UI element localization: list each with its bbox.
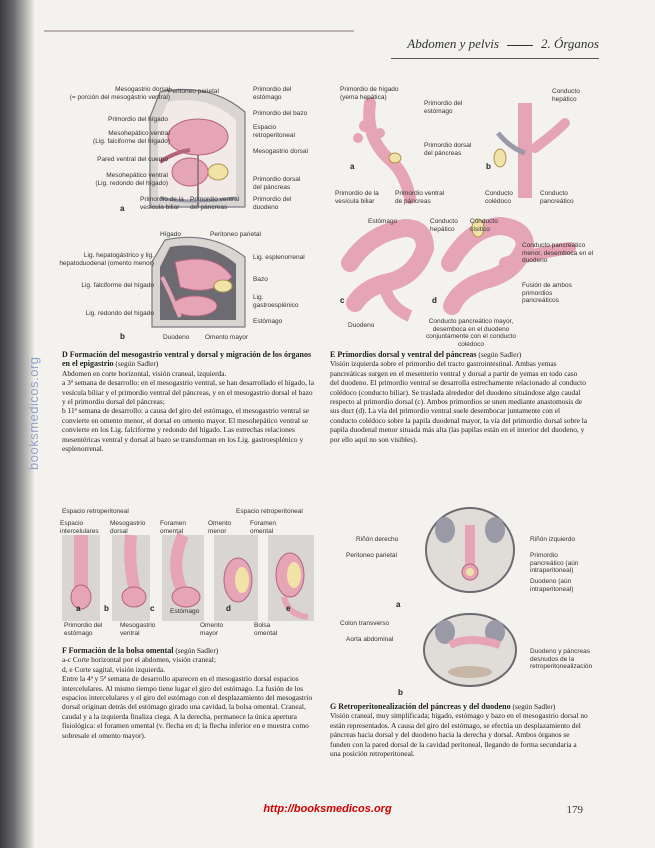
- label-d-14: Primordio dorsal del páncreas: [253, 176, 301, 191]
- figure-f-line1: a-c Corte horizontal por el abdomen, visión craneal;: [62, 655, 216, 665]
- label-f-5: Foramen omental: [160, 520, 187, 535]
- label-db-9: Estómago: [253, 318, 283, 325]
- figure-f-body: Entre la 4ª y 5ª semana de desarrollo aparecen en el mesogastrio dorsal espacios intercelulares. Al mismo tiempo tiene lugar el giro del estómago. La fusión de los espacios intercelulares y el giro del estómago con el desplazamiento del mesogastrio dorsal originan detrás del estómago girado una cavidad, la bolsa omental. Craneal, caudal y a la izquierda finaliza ciega. A la derecha, permanece la única apertura fisiológica: el foramen omental (v. flecha en d; la flecha inferior en e muestra como sobresale el omento mayor).: [62, 674, 313, 740]
- label-e-9: Estómago: [368, 218, 398, 225]
- label-g-2: Peritoneo parietal: [346, 552, 397, 559]
- figure-g-title-src: (según Sadler): [512, 702, 556, 711]
- label-f-9: Primordio del estómago: [64, 622, 103, 637]
- label-f-11: Omento mayor: [200, 622, 224, 637]
- label-e-13: Fusión de ambos primordios pancreáticos: [522, 282, 572, 304]
- label-g-3: Riñón izquierdo: [530, 536, 576, 543]
- figure-g-body: Visión craneal, muy simplificada; hígado, estómago y bazo en el mesogastrio dorsal no están representados. A causa del giro del estómago, se efectúa un desplazamiento del páncreas hacia dorsal y del duodeno hacia la derecha y dorsal. Ambos órganos se funden con la pared dorsal de la cavidad peritoneal, llegando de forma secundaria a una posición retroperitoneal.: [330, 711, 588, 759]
- label-d-8: (Lig. redondo del hígado): [95, 180, 168, 187]
- header-underline: [391, 58, 599, 59]
- figure-e-c-drawing: [350, 228, 425, 316]
- figure-g-illustration: [415, 500, 525, 700]
- figure-f-caption: [62, 646, 318, 740]
- header-rule: [44, 30, 354, 32]
- figure-e-a-drawing: [353, 103, 410, 198]
- figure-d-letter-b: b: [120, 332, 125, 341]
- label-e-10: Conducto hepático: [430, 218, 458, 233]
- label-db-7: Bazo: [253, 276, 268, 283]
- label-g-1: Riñón derecho: [356, 536, 399, 543]
- label-d-17: Primordio ventral del páncreas: [190, 196, 240, 211]
- figure-e-letter-d: d: [432, 296, 437, 305]
- label-e-8: Conducto pancreático: [540, 190, 574, 205]
- label-d-13: Mesogastrio dorsal: [253, 148, 308, 155]
- figure-e-b-drawing: [494, 103, 565, 198]
- figure-g-b-drawing: [424, 614, 516, 686]
- figure-f-title: F Formación de la bolsa omental: [62, 646, 174, 655]
- label-e-7: Conducto colédoco: [485, 190, 513, 205]
- label-f-12: Bolsa omental: [254, 622, 278, 637]
- label-f-6: Omento menor: [208, 520, 232, 535]
- header-separator: [507, 45, 533, 46]
- label-e-6: Conducto hepático: [552, 88, 580, 103]
- figure-f-letter-a: a: [76, 604, 81, 613]
- label-g-7: Aorta abdominal: [346, 636, 394, 643]
- watermark: booksmedicos.org: [26, 356, 41, 470]
- label-f-10: Mesogastrio ventral: [120, 622, 156, 637]
- figure-d-letter-a: a: [120, 204, 125, 213]
- label-d-1: Mesogastrio dorsal: [115, 86, 170, 93]
- label-e-4: Primordio de la vesícula biliar: [335, 190, 379, 205]
- label-d-3: Primordio del hígado: [108, 116, 168, 123]
- figure-e-title-src: (según Sadler): [478, 350, 522, 359]
- label-db-11: Omento mayor: [205, 334, 248, 341]
- page-number: 179: [566, 804, 583, 816]
- figure-g-a-drawing: [426, 508, 514, 592]
- figure-d-item-b: b 11ª semana de desarrollo: a causa del giro del estómago, el mesogastrio ventral se convierte en omento menor, el dorsal en omento mayor. El mesohepático ventral se convierte en los Lig. falciforme y redondo del hígado. Las estrechas relaciones mesentéricas ventral y dorsal al bazo se transforman en los Lig. gastroesplénico y esplenorrenal.: [62, 406, 310, 454]
- figure-e-letter-b: b: [486, 162, 491, 171]
- label-f-3: Espacio intercelulares: [60, 520, 99, 535]
- label-e-15: Conducto pancreático mayor, desemboca en el duodeno conjuntamente con el conducto colédoco: [426, 318, 516, 348]
- label-e-2: Primordio del estómago: [424, 100, 463, 115]
- label-d-10: Primordio del estómago: [253, 86, 292, 101]
- figure-g-letter-a: a: [396, 600, 401, 609]
- label-g-5: Duodeno (aún intraperitoneal): [530, 578, 574, 593]
- header-chapter: 2. Órganos: [540, 36, 599, 51]
- label-db-1: Hígado: [160, 231, 181, 238]
- figure-d-b-drawing: [152, 237, 245, 327]
- label-f-8: Estómago: [170, 608, 200, 615]
- label-e-11: Conducto císitico: [470, 218, 498, 233]
- label-e-12: Conducto pancreático menor, desemboca en el duodeno: [522, 242, 594, 264]
- label-d-2: (= porción del mesogástrio ventral): [69, 94, 170, 101]
- label-db-3: Lig. hepatogástrico y lig. hepatoduodenal (omento menor): [59, 252, 154, 267]
- figure-d-item-a: a 3ª semana de desarrollo: en el mesogastrio ventral, se han desarrollado el hígado, la vesícula biliar y el primordio ventral del páncreas, y en el mesogastrio dorsal el bazo y el primordio dorsal del páncreas;: [62, 378, 314, 407]
- label-d-9: Peritoneo parietal: [168, 88, 219, 95]
- running-header: [407, 36, 599, 52]
- figure-e-title: E Primordios dorsal y ventral del páncreas: [330, 350, 477, 359]
- figure-f-letter-b: b: [104, 604, 109, 613]
- label-e-3: Primordio dorsal del páncreas: [424, 142, 472, 157]
- label-d-4: Mesohepático ventral: [108, 130, 170, 137]
- label-db-2: Peritoneo parietal: [210, 231, 261, 238]
- label-f-4: Mesogastrio dorsal: [110, 520, 146, 535]
- figure-f-letter-c: c: [150, 604, 155, 613]
- figure-f-letter-d: d: [226, 604, 231, 613]
- figure-f-letter-e: e: [286, 604, 291, 613]
- label-db-10: Duodeno: [163, 334, 190, 341]
- figure-e-caption: [330, 350, 588, 444]
- figure-e-letter-c: c: [340, 296, 345, 305]
- footer-url-link[interactable]: http://booksmedicos.org: [263, 803, 392, 815]
- label-d-16: Primordio de la vesícula biliar: [140, 196, 184, 211]
- figure-f-title-src: (según Sadler): [175, 646, 219, 655]
- figure-e-illustration: [330, 78, 600, 346]
- figure-d-title: D Formación del mesogastrio ventral y dorsal y migración de los órganos en el epigastrio: [62, 350, 312, 369]
- figure-e-body: Visión izquierda sobre el primordio del tracto gastrointestinal. Ambas yemas pancreáticas surgen en el mesenterio ventral y dorsal a partir de yemas en todo caso del duodeno. El primordio ventral se desarrolla estrechamente relacionado al conducto colédoco (conducto biliar). Se traslada alrededor del duodeno situándose algo caudal respecto al primordio dorsal (c). Ambos primordios se unen mediante anastomosis de sus duct (d). La vía del primordio ventral suele desembocar juntamente con el conducto colédoco sobre la papila duodenal mayor, la vía del primordio dorsal sobre la papila duodenal menor situada más alta (las papilas están en el interior del duodeno, y por ello aquí no son visibles).: [330, 359, 588, 444]
- label-db-5: Lig. redondo del hígado: [85, 310, 154, 317]
- label-d-11: Primordio del bazo: [253, 110, 308, 117]
- label-db-6: Lig. esplenorrenal: [253, 254, 305, 261]
- figure-g-title: G Retroperitonealización del páncreas y del duodeno: [330, 702, 511, 711]
- figure-e-letter-a: a: [350, 162, 355, 171]
- label-d-7: Mesohepático ventral: [106, 172, 168, 179]
- label-e-5: Primordio ventral de páncreas: [395, 190, 445, 205]
- header-section: Abdomen y pelvis: [407, 36, 499, 51]
- figure-d-intro: Abdomen en corte horizontal, visión craneal, izquierda.: [62, 368, 227, 378]
- figure-g-caption: [330, 702, 588, 758]
- label-db-4: Lig. falciforme del hígado: [81, 282, 154, 289]
- label-g-6: Colon transverso: [340, 620, 390, 627]
- label-d-12: Espacio retroperitoneal: [253, 124, 295, 139]
- figure-d-a-drawing: [150, 90, 245, 208]
- label-f-7: Foramen omental: [250, 520, 277, 535]
- label-g-8: Duodeno y páncreas desnudos de la retroperitonealización: [530, 648, 593, 670]
- label-e-14: Duodeno: [348, 322, 375, 329]
- label-g-4: Primordio pancreático (aún intraperitoneal): [530, 552, 579, 574]
- label-d-15: Primordio del duodeno: [253, 196, 292, 211]
- figure-g-letter-b: b: [398, 688, 403, 697]
- label-f-2: Espacio retroperitoneal: [236, 508, 303, 515]
- figure-d-caption: [62, 350, 318, 453]
- label-d-6: Pared ventral del cuerpo: [97, 156, 168, 163]
- label-f-1: Espacio retroperitoneal: [62, 508, 129, 515]
- label-e-1: Primordio de hígado (yema hepática): [340, 86, 399, 101]
- label-d-5: (Lig. falciforme del hígado): [93, 138, 170, 145]
- figure-d-title-src: (según Sadler): [115, 359, 159, 369]
- figure-f-line2: d, e Corte sagital, visión izquierda.: [62, 664, 166, 674]
- figure-f-illustration: [58, 525, 320, 635]
- label-db-8: Lig. gastroesplénico: [253, 294, 299, 309]
